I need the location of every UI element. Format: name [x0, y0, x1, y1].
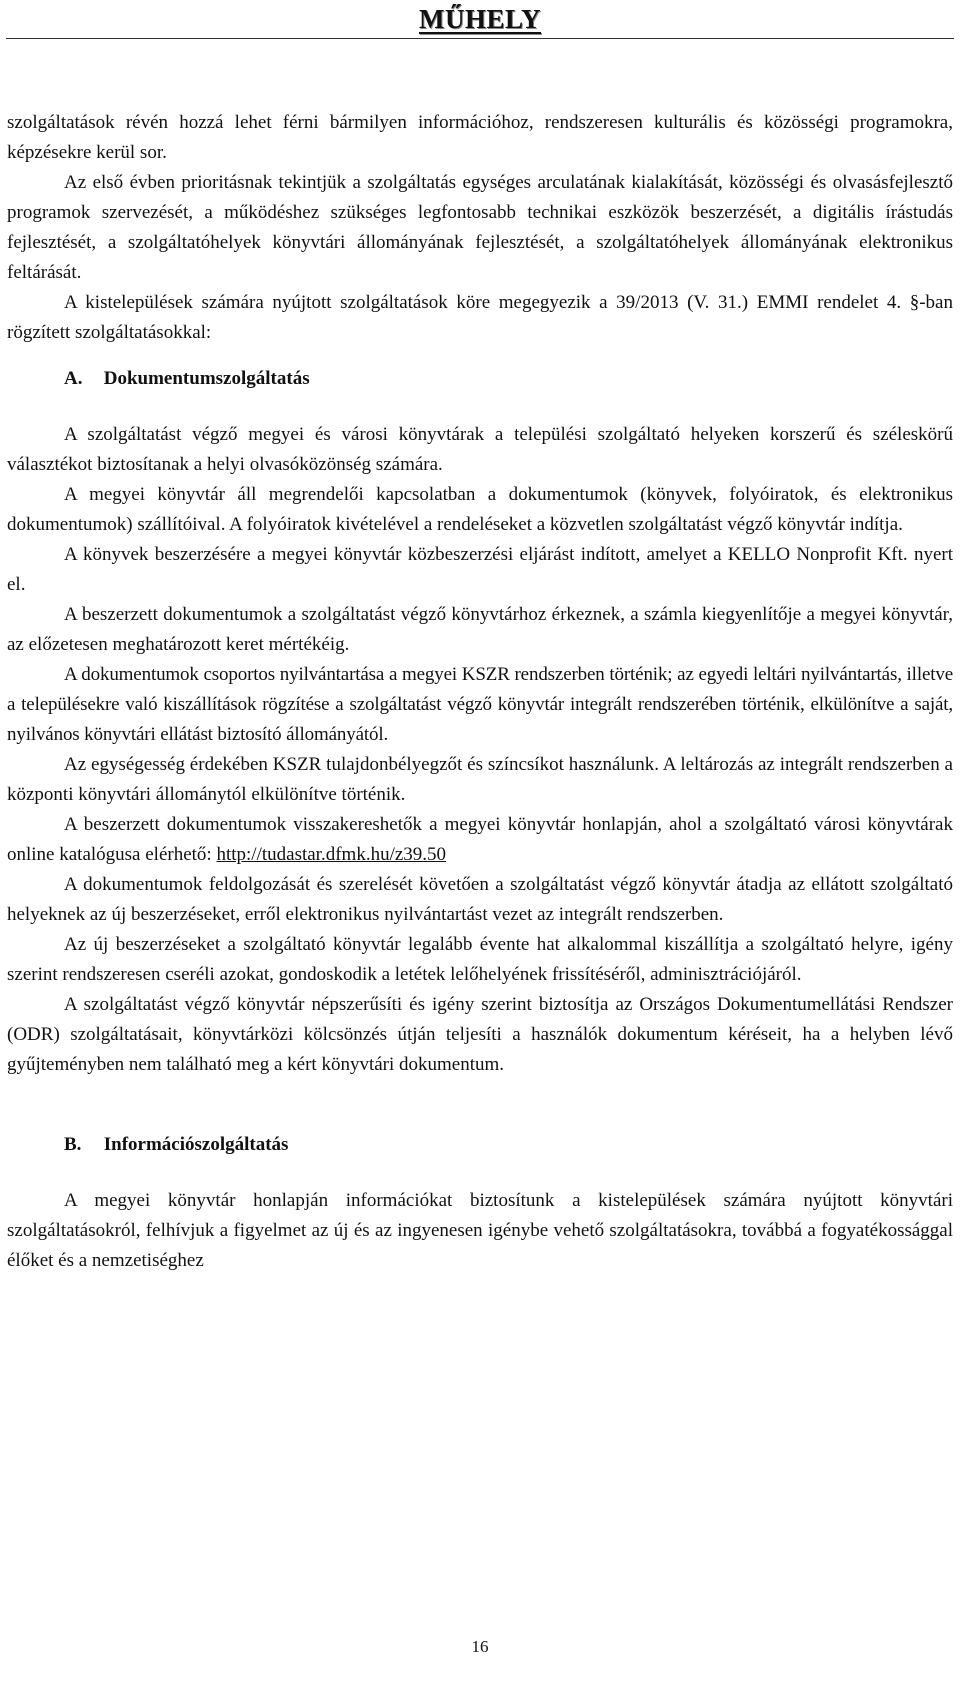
page-body: [7, 108, 953, 1276]
page-header: [0, 0, 960, 40]
catalog-text: A beszerzett dokumentumok visszakereshetők a megyei könyvtár honlapján, ahol a szolgáltató városi könyvtárak online katalógusa elérhető:: [7, 814, 953, 865]
paragraph-emmi: A kistelepülések számára nyújtott szolgáltatások köre megegyezik a 39/2013 (V. 31.) EMMI rendelet 4. §-ban rögzített szolgáltatásokkal:: [7, 292, 953, 343]
paragraph: A megyei könyvtár honlapján információkat biztosítunk a kistelepülések számára nyújtott könyvtári szolgáltatásokról, felhívjuk a figyelmet az új és az ingyenesen igénybe vehető szolgáltatásokra, továbbá a fogyatékossággal élőket és a nemzetiséghez: [7, 1190, 953, 1271]
header-divider: [6, 38, 954, 39]
paragraph-first-year: Az első évben prioritásnak tekintjük a szolgáltatás egységes arculatának kialakítását, közösségi és olvasásfejlesztő programok szervezését, a működéshez szükséges legfontosabb technikai eszközök beszerzését, a digitális írástudás fejlesztését, a szolgáltatóhelyek könyvtári állományának fejlesztését, a szolgáltatóhelyek állományának elektronikus feltárását.: [7, 172, 953, 283]
section-a-content: [7, 420, 953, 1080]
paragraph: A szolgáltatást végző megyei és városi könyvtárak a települési szolgáltató helyeken korszerű és széleskörű választékot biztosítanak a helyi olvasóközönség számára.: [7, 424, 953, 475]
paragraph: Az új beszerzéseket a szolgáltató könyvtár legalább évente hat alkalommal kiszállítja a szolgáltató helyre, igény szerint rendszeresen cseréli azokat, gondoskodik a letétek lelőhelyének frissítéséről, adminisztrációjáról.: [7, 934, 953, 985]
heading-section-b: [7, 1130, 953, 1160]
section-b-content: [7, 1186, 953, 1276]
heading-text: Információszolgáltatás: [103, 1134, 289, 1155]
page-number: 16: [471, 1637, 489, 1656]
heading-section-a: [7, 364, 953, 394]
paragraph: Az egységesség érdekében KSZR tulajdonbélyegzőt és színcsíkot használunk. A leltározás az integrált rendszerben a központi könyvtári állománytól elkülönítve történik.: [7, 754, 953, 805]
paragraph: A dokumentumok csoportos nyilvántartása a megyei KSZR rendszerben történik; az egyedi leltári nyilvántartás, illetve a településekre való kiszállítások rögzítése a szolgáltatást végző könyvtár integrált rendszerében történik, elkülönítve a saját, nyilvános könyvtári ellátást biztosító állományától.: [7, 664, 953, 745]
paragraph: A beszerzett dokumentumok a szolgáltatást végző könyvtárhoz érkeznek, a számla kiegyenlítője a megyei könyvtár, az előzetesen meghatározott keret mértékéig.: [7, 604, 953, 655]
section-title: MŰHELY: [418, 4, 542, 34]
heading-letter: B.: [64, 1134, 82, 1155]
paragraph: A szolgáltatást végző könyvtár népszerűsíti és igény szerint biztosítja az Országos Dokumentumellátási Rendszer (ODR) szolgáltatásait, könyvtárközi kölcsönzés útján teljesíti a használók dokumentum kéréseit, ha a helyben lévő gyűjteményben nem található meg a kért könyvtári dokumentum.: [7, 994, 953, 1075]
heading-letter: A.: [64, 368, 83, 389]
paragraph-catalog: [7, 810, 953, 870]
paragraph: A megyei könyvtár áll megrendelői kapcsolatban a dokumentumok (könyvek, folyóiratok, és elektronikus dokumentumok) szállítóival. A folyóiratok kivételével a rendeléseket a közvetlen szolgáltatást végző könyvtár indítja.: [7, 484, 953, 535]
paragraph-intro: szolgáltatások révén hozzá lehet férni bármilyen információhoz, rendszeresen kulturális és közösségi programokra, képzésekre kerül sor.: [7, 112, 953, 163]
heading-text: Dokumentumszolgáltatás: [103, 368, 310, 389]
paragraph: A dokumentumok feldolgozását és szerelését követően a szolgáltatást végző könyvtár átadja az ellátott szolgáltató helyeknek az új beszerzéseket, erről elektronikus nyilvántartást vezet az integrált rendszerben.: [7, 874, 953, 925]
paragraph: A könyvek beszerzésére a megyei könyvtár közbeszerzési eljárást indított, amelyet a KELLO Nonprofit Kft. nyert el.: [7, 544, 953, 595]
catalog-link[interactable]: http://tudastar.dfmk.hu/z39.50: [216, 844, 447, 865]
